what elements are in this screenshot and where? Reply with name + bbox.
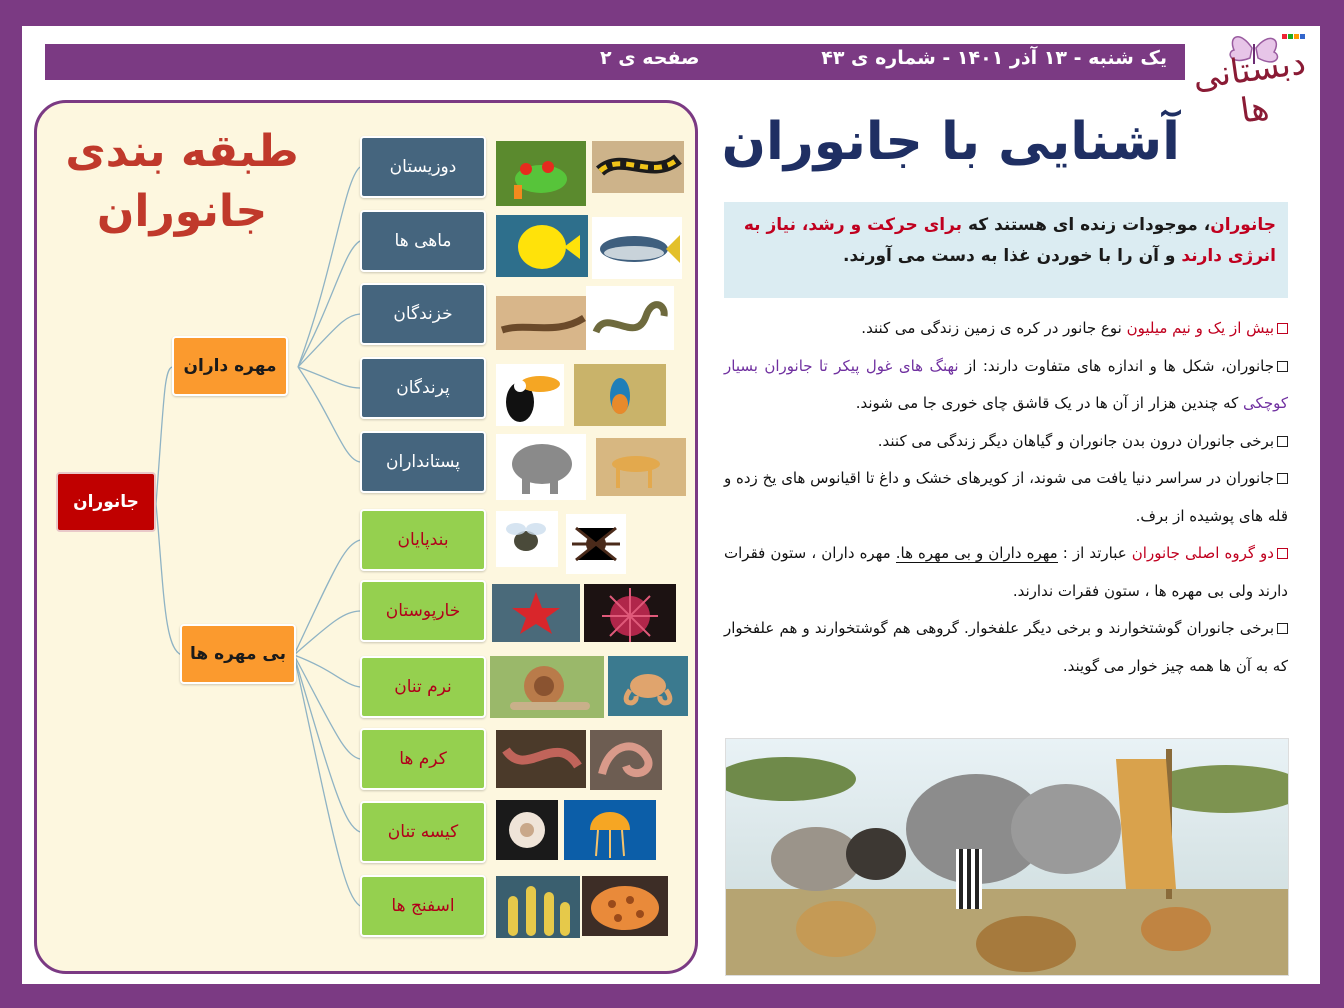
tree-leaf-cnidarians: کیسه تنان bbox=[360, 801, 486, 863]
octopus-photo bbox=[608, 656, 688, 716]
animals-group-image bbox=[725, 738, 1289, 976]
issue-date: یک شنبه - ۱۳ آذر ۱۴۰۱ - شماره ی ۴۳ bbox=[821, 47, 1167, 69]
fact-item bbox=[724, 460, 1288, 535]
jellyfish-photo bbox=[564, 800, 656, 860]
checkbox-icon bbox=[1277, 548, 1288, 559]
lizard-photo bbox=[496, 296, 588, 350]
toucan-photo bbox=[496, 364, 564, 426]
sea-urchin-photo bbox=[584, 584, 676, 642]
frog-photo bbox=[496, 141, 586, 206]
fact-item bbox=[724, 310, 1288, 348]
snail-photo bbox=[490, 656, 604, 718]
salamander-photo bbox=[592, 141, 684, 193]
fact-text: نوع جانور در کره ی زمین زندگی می کنند. bbox=[861, 319, 1127, 337]
snake-photo bbox=[586, 286, 674, 350]
starfish-photo bbox=[492, 584, 580, 642]
tuna-photo bbox=[592, 217, 682, 279]
tree-leaf-echinoderms: خارپوستان bbox=[360, 580, 486, 642]
spider-photo bbox=[566, 514, 626, 574]
sponge-photo-2 bbox=[582, 876, 668, 936]
yellow-tang-photo bbox=[496, 215, 588, 277]
tree-leaf-mammals: پستانداران bbox=[360, 431, 486, 493]
anemone-photo bbox=[496, 800, 558, 860]
elephant-photo bbox=[496, 434, 586, 500]
cheetah-photo bbox=[596, 438, 686, 496]
fly-photo bbox=[496, 511, 558, 567]
tree-leaf-mollusks: نرم تنان bbox=[360, 656, 486, 718]
page-number: صفحه ی ۲ bbox=[600, 47, 700, 69]
checkbox-icon bbox=[1277, 436, 1288, 447]
tree-leaf-birds: پرندگان bbox=[360, 357, 486, 419]
tree-leaf-sponges: اسفنج ها bbox=[360, 875, 486, 937]
checkbox-icon bbox=[1277, 323, 1288, 334]
panel-title-line: طبقه بندی bbox=[65, 126, 299, 177]
intro-text-2: و آن را با خوردن غذا به دست می آورند. bbox=[843, 246, 1182, 266]
fact-highlight: بیش از یک و نیم میلیون bbox=[1126, 319, 1274, 337]
fact-text: مهره داران ، ستون فقرات دارند ولی بی مهره ها ، ستون فقرات ندارند. bbox=[724, 544, 1288, 600]
intro-highlight-1: جانوران bbox=[1210, 215, 1276, 235]
fact-list bbox=[724, 310, 1288, 685]
fact-text: عبارتد از : bbox=[1057, 544, 1132, 562]
fact-text: جانوران در سراسر دنیا یافت می شوند، از کویرهای خشک و داغ تا اقیانوس های یخ زده و قله های پوشیده از برف. bbox=[724, 469, 1288, 525]
fact-text: برخی جانوران گوشتخوارند و برخی دیگر علفخوار. گروهی هم گوشتخوارند و هم علفخوار که به آن ها همه چیز خوار می گویند. bbox=[724, 619, 1288, 675]
checkbox-icon bbox=[1277, 473, 1288, 484]
fact-underline: مهره داران و بی مهره ها. bbox=[895, 544, 1058, 562]
fact-text: جانوران، شکل ها و اندازه های متفاوت دارند: از bbox=[958, 356, 1274, 375]
fact-item bbox=[724, 610, 1288, 685]
tree-node-invertebrates: بی مهره ها bbox=[180, 624, 296, 684]
tree-root-animals: جانوران bbox=[56, 472, 156, 532]
header-bar bbox=[45, 44, 1185, 80]
tree-node-vertebrates: مهره داران bbox=[172, 336, 288, 396]
fact-item bbox=[724, 348, 1288, 423]
sponge-photo-1 bbox=[496, 876, 580, 938]
intro-box bbox=[724, 202, 1288, 298]
worm-photo bbox=[590, 730, 662, 790]
tree-leaf-amphibians: دوزیستان bbox=[360, 136, 486, 198]
panel-title bbox=[52, 122, 312, 242]
tree-leaf-worms: کرم ها bbox=[360, 728, 486, 790]
fact-highlight: دو گروه اصلی جانوران bbox=[1131, 544, 1274, 562]
fact-text: که چندین هزار از آن ها در یک قاشق چای خوری جا می شوند. bbox=[855, 394, 1244, 412]
checkbox-icon bbox=[1277, 623, 1288, 634]
earthworm-photo bbox=[496, 730, 586, 788]
fact-highlight: نهنگ های غول پیکر تا جانوران بسیار کوچکی bbox=[724, 356, 1288, 412]
panel-title-line: جانوران bbox=[96, 186, 268, 237]
kingfisher-photo bbox=[574, 364, 666, 426]
fact-text: برخی جانوران درون بدن جانوران و گیاهان دیگر زندگی می کنند. bbox=[877, 431, 1274, 450]
tree-leaf-fish: ماهی ها bbox=[360, 210, 486, 272]
logo-text: دبستانی ها bbox=[1190, 42, 1309, 132]
intro-text-1: ، موجودات زنده ای هستند که bbox=[962, 215, 1211, 235]
fact-item bbox=[724, 535, 1288, 610]
checkbox-icon bbox=[1277, 361, 1288, 372]
fact-item bbox=[724, 423, 1288, 461]
intro-highlight-2: برای حرکت و رشد، نیاز به انرژی دارند bbox=[743, 215, 1276, 266]
tree-leaf-reptiles: خزندگان bbox=[360, 283, 486, 345]
page-title: آشنایی با جانوران bbox=[721, 112, 1180, 172]
brand-logo bbox=[1190, 30, 1314, 140]
tree-leaf-arthropods: بندپایان bbox=[360, 509, 486, 571]
